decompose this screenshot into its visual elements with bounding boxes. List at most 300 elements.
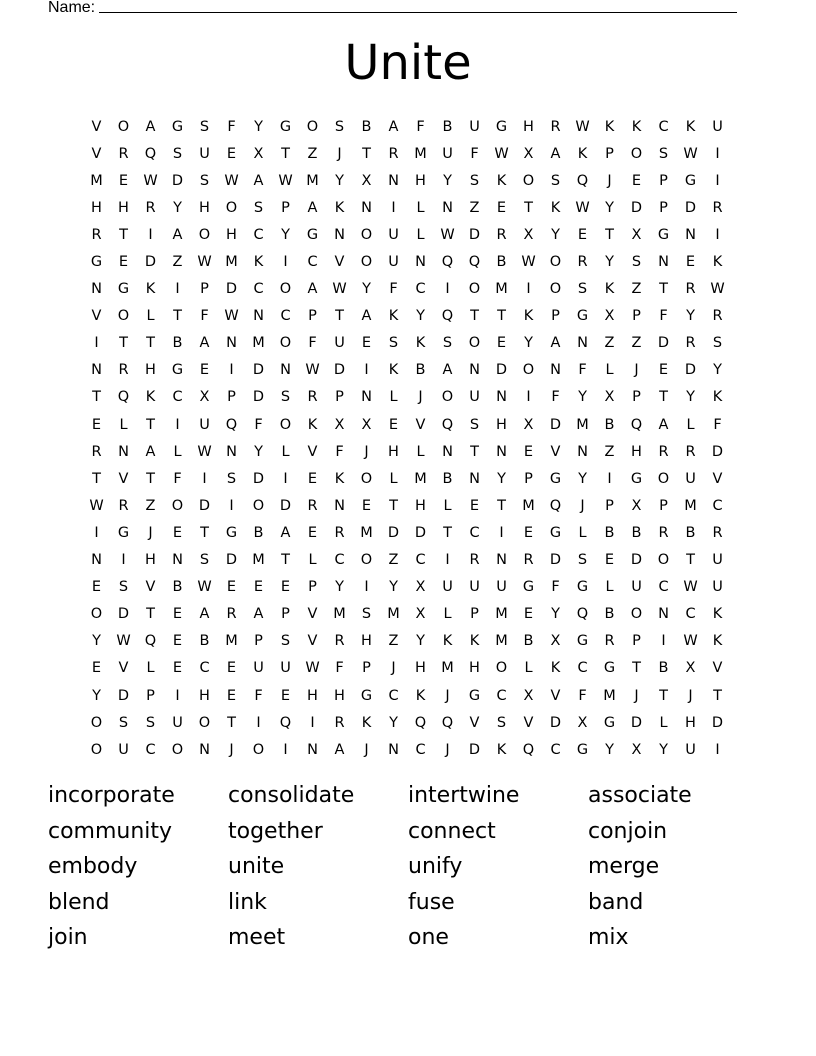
- grid-letter: Z: [631, 335, 642, 352]
- grid-letter: X: [631, 497, 642, 514]
- grid-letter: I: [283, 254, 288, 271]
- grid-letter: P: [362, 660, 371, 677]
- grid-letter: H: [145, 362, 156, 379]
- word-list-item: associate: [588, 783, 692, 808]
- grid-letter: B: [361, 118, 372, 135]
- grid-letter: I: [94, 524, 99, 541]
- grid-letter: I: [364, 579, 369, 596]
- grid-letter: K: [712, 254, 723, 271]
- grid-letter: O: [90, 606, 103, 623]
- grid-letter: K: [685, 118, 696, 135]
- grid-letter: R: [685, 335, 696, 352]
- grid-letter: P: [281, 606, 290, 623]
- grid-letter: H: [523, 118, 534, 135]
- grid-letter: F: [200, 308, 209, 325]
- grid-letter: I: [445, 552, 450, 569]
- grid-letter: G: [360, 687, 373, 704]
- grid-letter: F: [578, 687, 587, 704]
- grid-letter: Y: [389, 579, 398, 596]
- grid-letter: T: [470, 443, 479, 460]
- grid-letter: S: [469, 416, 480, 433]
- grid-letter: C: [145, 741, 156, 758]
- grid-letter: D: [657, 335, 670, 352]
- grid-letter: C: [685, 606, 696, 623]
- word-list-item: band: [588, 889, 644, 915]
- grid-letter: N: [91, 362, 102, 379]
- word-list-item: one: [408, 925, 449, 951]
- grid-letter: Q: [549, 497, 562, 514]
- word-list-item: meet: [228, 925, 286, 951]
- grid-letter: F: [254, 687, 263, 704]
- grid-letter: I: [715, 226, 720, 243]
- grid-letter: P: [335, 389, 344, 406]
- grid-letter: X: [604, 389, 615, 406]
- grid-row: [83, 140, 731, 167]
- grid-row: [83, 221, 731, 248]
- grid-letter: J: [445, 687, 450, 704]
- grid-letter: T: [281, 552, 290, 569]
- grid-letter: O: [225, 199, 238, 216]
- grid-letter: V: [91, 308, 102, 325]
- grid-letter: T: [227, 714, 236, 731]
- grid-letter: D: [549, 552, 562, 569]
- grid-letter: J: [337, 145, 342, 162]
- grid-letter: Z: [145, 497, 156, 514]
- grid-letter: S: [577, 281, 588, 298]
- grid-letter: D: [198, 497, 211, 514]
- word-list-item: unify: [408, 854, 463, 880]
- grid-letter: S: [199, 172, 210, 189]
- grid-letter: Y: [92, 687, 101, 704]
- grid-row: [83, 547, 731, 574]
- grid-letter: Y: [578, 470, 587, 487]
- grid-letter: A: [199, 606, 210, 623]
- grid-letter: N: [334, 226, 345, 243]
- grid-letter: C: [712, 497, 723, 514]
- grid-letter: D: [495, 362, 508, 379]
- grid-letter: Y: [524, 335, 533, 352]
- word-list-item: consolidate: [228, 783, 355, 808]
- grid-letter: U: [469, 118, 480, 135]
- grid-letter: K: [604, 118, 615, 135]
- grid-letter: E: [280, 687, 291, 704]
- grid-letter: H: [496, 416, 507, 433]
- grid-letter: T: [119, 226, 128, 243]
- grid-letter: I: [526, 281, 531, 298]
- grid-letter: T: [686, 552, 695, 569]
- grid-letter: T: [659, 389, 668, 406]
- grid-letter: C: [172, 389, 183, 406]
- grid-letter: C: [658, 118, 669, 135]
- grid-letter: F: [308, 335, 317, 352]
- grid-letter: D: [252, 389, 265, 406]
- grid-letter: O: [549, 254, 562, 271]
- grid-letter: K: [307, 416, 318, 433]
- grid-row: [83, 167, 731, 194]
- grid-letter: M: [306, 172, 319, 189]
- grid-letter: G: [576, 308, 589, 325]
- grid-letter: Q: [468, 254, 481, 271]
- grid-letter: V: [712, 660, 723, 677]
- grid-letter: O: [360, 254, 373, 271]
- grid-letter: W: [575, 199, 590, 216]
- grid-letter: E: [496, 335, 507, 352]
- grid-letter: F: [254, 416, 263, 433]
- word-list-item: incorporate: [48, 783, 175, 808]
- grid-letter: T: [605, 226, 614, 243]
- grid-letter: I: [229, 362, 234, 379]
- grid-letter: H: [415, 660, 426, 677]
- grid-letter: A: [442, 362, 453, 379]
- grid-letter: F: [335, 443, 344, 460]
- grid-letter: M: [441, 660, 454, 677]
- grid-letter: S: [118, 714, 129, 731]
- grid-letter: E: [199, 362, 210, 379]
- grid-letter: N: [226, 335, 237, 352]
- grid-letter: N: [442, 443, 453, 460]
- grid-letter: D: [252, 470, 265, 487]
- grid-letter: C: [469, 524, 480, 541]
- grid-letter: H: [361, 633, 372, 650]
- grid-letter: O: [360, 470, 373, 487]
- grid-letter: M: [414, 145, 427, 162]
- grid-letter: U: [685, 470, 696, 487]
- grid-letter: U: [469, 579, 480, 596]
- grid-letter: S: [469, 172, 480, 189]
- grid-letter: S: [145, 714, 156, 731]
- grid-letter: Z: [172, 254, 183, 271]
- grid-letter: R: [91, 226, 102, 243]
- grid-letter: N: [361, 199, 372, 216]
- grid-letter: R: [226, 606, 237, 623]
- grid-letter: Z: [604, 443, 615, 460]
- grid-letter: C: [280, 308, 291, 325]
- grid-letter: H: [118, 199, 129, 216]
- grid-letter: L: [389, 470, 398, 487]
- grid-letter: I: [445, 281, 450, 298]
- word-list-item: together: [228, 818, 323, 844]
- grid-letter: K: [361, 714, 372, 731]
- grid-letter: W: [683, 579, 698, 596]
- grid-letter: H: [415, 172, 426, 189]
- word-list-item: mix: [588, 925, 629, 951]
- page-title: Unite: [344, 35, 472, 91]
- grid-letter: B: [523, 633, 534, 650]
- grid-letter: B: [172, 335, 183, 352]
- grid-letter: P: [659, 497, 668, 514]
- grid-letter: H: [307, 687, 318, 704]
- grid-letter: S: [172, 145, 183, 162]
- grid-letter: O: [657, 552, 670, 569]
- grid-letter: V: [712, 470, 723, 487]
- grid-letter: Q: [576, 172, 589, 189]
- grid-letter: N: [496, 443, 507, 460]
- grid-letter: E: [226, 687, 237, 704]
- grid-letter: Q: [441, 308, 454, 325]
- grid-letter: B: [658, 660, 669, 677]
- grid-letter: K: [253, 254, 264, 271]
- grid-letter: Y: [416, 633, 425, 650]
- grid-letter: E: [685, 254, 696, 271]
- grid-letter: V: [91, 118, 102, 135]
- grid-letter: X: [550, 633, 561, 650]
- grid-letter: X: [631, 226, 642, 243]
- grid-letter: O: [468, 281, 481, 298]
- grid-letter: E: [361, 497, 372, 514]
- grid-letter: X: [253, 145, 264, 162]
- grid-letter: I: [283, 741, 288, 758]
- grid-letter: Q: [144, 145, 157, 162]
- name-field-line: [48, 0, 748, 17]
- grid-letter: B: [685, 524, 696, 541]
- grid-letter: D: [225, 552, 238, 569]
- grid-letter: B: [496, 254, 507, 271]
- grid-letter: K: [523, 308, 534, 325]
- grid-letter: R: [712, 199, 723, 216]
- grid-letter: E: [307, 524, 318, 541]
- grid-letter: K: [334, 199, 345, 216]
- grid-letter: M: [603, 687, 616, 704]
- grid-letter: Y: [605, 254, 614, 271]
- grid-letter: E: [280, 579, 291, 596]
- grid-letter: J: [580, 497, 585, 514]
- grid-letter: E: [604, 552, 615, 569]
- grid-letter: V: [91, 145, 102, 162]
- grid-letter: T: [497, 308, 506, 325]
- grid-letter: Q: [144, 633, 157, 650]
- grid-letter: D: [468, 741, 481, 758]
- grid-letter: A: [550, 145, 561, 162]
- grid-letter: J: [364, 741, 369, 758]
- grid-letter: I: [364, 362, 369, 379]
- grid-row: [83, 655, 731, 682]
- grid-letter: K: [388, 308, 399, 325]
- grid-letter: F: [173, 470, 182, 487]
- grid-letter: L: [524, 660, 533, 677]
- grid-row: [83, 682, 731, 709]
- grid-row: [83, 248, 731, 275]
- grid-letter: R: [577, 254, 588, 271]
- grid-letter: T: [146, 470, 155, 487]
- grid-letter: I: [175, 416, 180, 433]
- grid-letter: R: [685, 281, 696, 298]
- grid-letter: W: [683, 633, 698, 650]
- grid-letter: D: [414, 524, 427, 541]
- grid-letter: K: [577, 145, 588, 162]
- grid-letter: S: [253, 199, 264, 216]
- grid-letter: E: [523, 606, 534, 623]
- grid-letter: L: [308, 552, 317, 569]
- grid-letter: K: [496, 172, 507, 189]
- grid-letter: T: [713, 687, 722, 704]
- grid-letter: P: [632, 308, 641, 325]
- grid-letter: C: [334, 552, 345, 569]
- grid-letter: Q: [576, 606, 589, 623]
- grid-letter: I: [283, 470, 288, 487]
- grid-letter: O: [171, 497, 184, 514]
- grid-letter: R: [118, 145, 129, 162]
- grid-letter: H: [145, 552, 156, 569]
- grid-letter: R: [388, 145, 399, 162]
- grid-letter: I: [175, 281, 180, 298]
- grid-letter: A: [253, 606, 264, 623]
- grid-letter: G: [90, 254, 103, 271]
- grid-letter: N: [307, 741, 318, 758]
- grid-letter: O: [360, 226, 373, 243]
- grid-letter: Y: [254, 118, 263, 135]
- grid-letter: K: [604, 281, 615, 298]
- grid-letter: E: [226, 145, 237, 162]
- grid-letter: E: [469, 497, 480, 514]
- grid-letter: X: [415, 579, 426, 596]
- grid-letter: O: [657, 470, 670, 487]
- grid-letter: U: [685, 741, 696, 758]
- grid-letter: R: [118, 497, 129, 514]
- grid-letter: O: [630, 606, 643, 623]
- grid-letter: I: [175, 687, 180, 704]
- grid-letter: K: [145, 281, 156, 298]
- grid-letter: X: [361, 416, 372, 433]
- grid-letter: N: [496, 389, 507, 406]
- grid-letter: O: [252, 497, 265, 514]
- grid-letter: C: [307, 254, 318, 271]
- grid-letter: P: [200, 281, 209, 298]
- grid-letter: E: [226, 579, 237, 596]
- grid-letter: R: [712, 308, 723, 325]
- grid-letter: H: [226, 226, 237, 243]
- grid-letter: E: [307, 470, 318, 487]
- grid-letter: W: [143, 172, 158, 189]
- grid-letter: O: [549, 281, 562, 298]
- grid-letter: A: [199, 335, 210, 352]
- grid-letter: O: [117, 118, 130, 135]
- grid-letter: M: [414, 470, 427, 487]
- grid-letter: P: [659, 199, 668, 216]
- grid-letter: S: [199, 552, 210, 569]
- grid-letter: V: [523, 714, 534, 731]
- grid-letter: V: [118, 660, 129, 677]
- grid-letter: R: [496, 226, 507, 243]
- grid-letter: D: [630, 714, 643, 731]
- grid-letter: G: [306, 226, 319, 243]
- grid-letter: W: [305, 362, 320, 379]
- grid-letter: Q: [441, 416, 454, 433]
- grid-letter: S: [226, 470, 237, 487]
- grid-letter: U: [334, 335, 345, 352]
- grid-letter: J: [229, 741, 234, 758]
- grid-letter: I: [715, 172, 720, 189]
- grid-letter: P: [254, 633, 263, 650]
- grid-letter: G: [171, 118, 184, 135]
- grid-letter: M: [225, 633, 238, 650]
- grid-letter: D: [144, 254, 157, 271]
- grid-letter: Y: [551, 606, 560, 623]
- grid-letter: E: [172, 524, 183, 541]
- grid-letter: Z: [388, 552, 399, 569]
- grid-letter: P: [632, 389, 641, 406]
- grid-letter: X: [523, 416, 534, 433]
- grid-letter: H: [199, 199, 210, 216]
- grid-letter: Q: [522, 741, 535, 758]
- grid-letter: W: [710, 281, 725, 298]
- grid-letter: S: [712, 335, 723, 352]
- word-list-item: join: [48, 925, 88, 951]
- grid-letter: Y: [443, 172, 452, 189]
- grid-letter: N: [91, 552, 102, 569]
- grid-letter: D: [684, 362, 697, 379]
- grid-letter: G: [630, 470, 643, 487]
- grid-letter: N: [415, 254, 426, 271]
- grid-letter: H: [334, 687, 345, 704]
- grid-letter: J: [418, 389, 423, 406]
- grid-letter: N: [91, 281, 102, 298]
- grid-letter: G: [549, 470, 562, 487]
- grid-letter: R: [658, 524, 669, 541]
- grid-letter: U: [172, 714, 183, 731]
- grid-letter: D: [225, 281, 238, 298]
- grid-letter: O: [90, 714, 103, 731]
- word-list-item: community: [48, 818, 173, 844]
- grid-letter: W: [197, 254, 212, 271]
- grid-letter: K: [712, 389, 723, 406]
- grid-letter: N: [658, 254, 669, 271]
- grid-letter: E: [226, 660, 237, 677]
- grid-letter: V: [307, 633, 318, 650]
- grid-letter: W: [224, 172, 239, 189]
- grid-letter: S: [280, 633, 291, 650]
- grid-letter: U: [496, 579, 507, 596]
- grid-letter: E: [91, 660, 102, 677]
- grid-letter: S: [577, 552, 588, 569]
- grid-letter: H: [199, 687, 210, 704]
- grid-letter: O: [630, 145, 643, 162]
- grid-letter: B: [442, 118, 453, 135]
- grid-letter: E: [361, 335, 372, 352]
- word-list-item: link: [228, 889, 267, 915]
- grid-row: [83, 330, 731, 357]
- grid-letter: T: [119, 335, 128, 352]
- grid-letter: Y: [605, 741, 614, 758]
- grid-letter: Y: [686, 389, 695, 406]
- grid-letter: Z: [469, 199, 480, 216]
- grid-letter: R: [334, 633, 345, 650]
- grid-letter: K: [631, 118, 642, 135]
- grid-letter: K: [496, 741, 507, 758]
- grid-letter: O: [171, 741, 184, 758]
- grid-letter: I: [310, 714, 315, 731]
- grid-letter: E: [496, 199, 507, 216]
- grid-letter: S: [334, 118, 345, 135]
- grid-letter: P: [659, 172, 668, 189]
- grid-row: [83, 736, 731, 763]
- grid-letter: V: [118, 470, 129, 487]
- name-underline: [99, 0, 737, 13]
- grid-letter: X: [631, 741, 642, 758]
- grid-letter: U: [442, 579, 453, 596]
- grid-letter: Y: [497, 470, 506, 487]
- grid-letter: I: [715, 741, 720, 758]
- grid-letter: L: [146, 660, 155, 677]
- grid-letter: Q: [225, 416, 238, 433]
- grid-letter: O: [117, 308, 130, 325]
- grid-letter: T: [659, 687, 668, 704]
- grid-letter: G: [495, 118, 508, 135]
- grid-letter: W: [89, 497, 104, 514]
- grid-letter: G: [279, 118, 292, 135]
- grid-letter: Y: [254, 443, 263, 460]
- grid-letter: U: [388, 226, 399, 243]
- grid-letter: Y: [551, 226, 560, 243]
